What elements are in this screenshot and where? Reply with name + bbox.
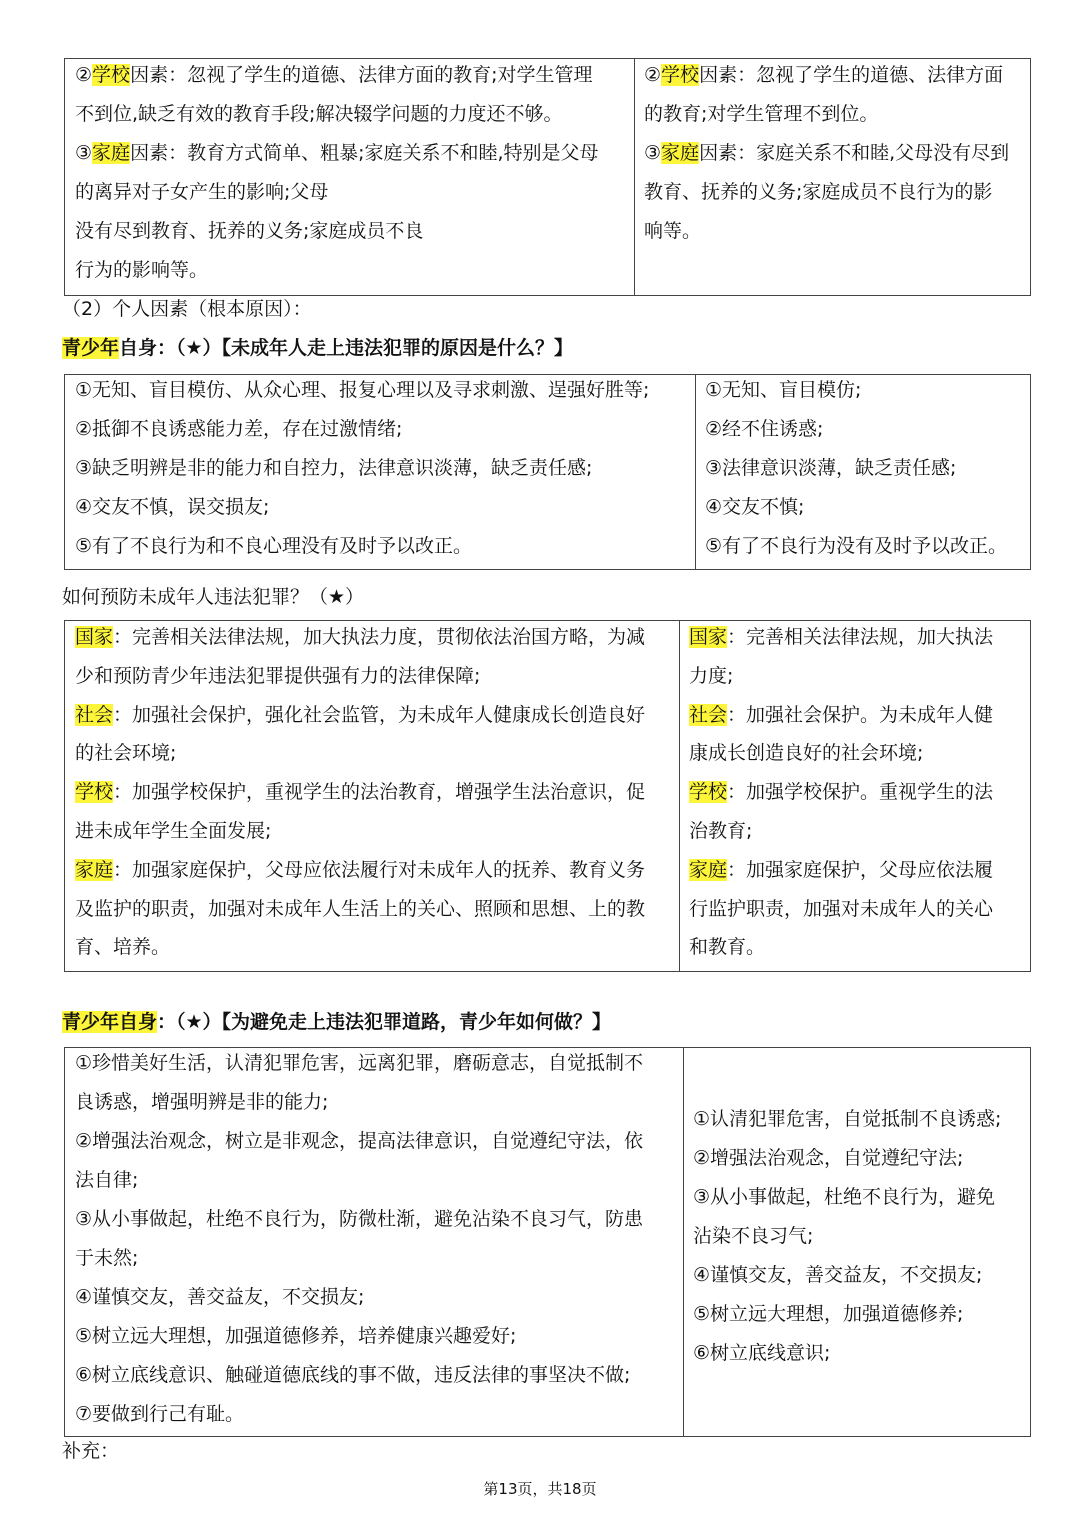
line-text: 因素：忽视了学生的道德、法律方面 bbox=[699, 64, 1004, 86]
table-line: 康成长创造良好的社会环境; bbox=[689, 742, 924, 765]
line-text: 因素：家庭关系不和睦,父母没有尽到 bbox=[699, 142, 1010, 164]
table-line: ⑤有了不良行为没有及时予以改正。 bbox=[705, 535, 1008, 557]
table-line: ②增强法治观念，自觉遵纪守法; bbox=[693, 1147, 964, 1169]
highlight-keyword: 学校 bbox=[92, 64, 131, 86]
brief-column bbox=[644, 59, 1029, 295]
table-line: ④谨慎交友，善交益友，不交损友; bbox=[75, 1286, 365, 1308]
highlight-keyword: 学校 bbox=[689, 781, 728, 804]
table-line: ⑥树立底线意识; bbox=[693, 1342, 831, 1364]
highlight-keyword: 家庭 bbox=[92, 142, 131, 164]
table-line: ⑤树立远大理想，加强道德修养，培养健康兴趣爱好; bbox=[75, 1325, 517, 1347]
detailed-column bbox=[75, 1048, 679, 1436]
table-line: 行监护职责，加强对未成年人的关心 bbox=[689, 897, 994, 920]
highlight-keyword: 学校 bbox=[75, 781, 114, 804]
line-text: 因素：忽视了学生的道德、法律方面的教育;对学生管理 bbox=[130, 64, 593, 86]
table-line bbox=[644, 141, 1009, 165]
table-line bbox=[75, 141, 599, 165]
line-text: ：加强社会保护，强化社会监管，为未成年人健康成长创造良好 bbox=[113, 703, 646, 726]
table-line: 良诱惑，增强明辨是非的能力; bbox=[75, 1091, 329, 1113]
table-line bbox=[75, 63, 592, 87]
table-line: 法自律; bbox=[75, 1169, 139, 1191]
table-line: 进未成年学生全面发展; bbox=[75, 820, 272, 842]
table-line: ②抵御不良诱惑能力差，存在过激情绪; bbox=[75, 418, 403, 440]
highlight-keyword: 家庭 bbox=[689, 858, 728, 881]
table-line bbox=[644, 63, 1003, 87]
table-line: ③法律意识淡薄，缺乏责任感; bbox=[705, 457, 957, 479]
table-line: 育、培养。 bbox=[75, 936, 171, 959]
highlight-keyword: 国家 bbox=[75, 626, 114, 648]
table-line: 治教育; bbox=[689, 820, 753, 842]
table-line: ①珍惜美好生活，认清犯罪危害，远离犯罪，磨砺意志，自觉抵制不 bbox=[75, 1052, 644, 1074]
detailed-column bbox=[75, 375, 690, 569]
brief-column bbox=[693, 1048, 1027, 1436]
detailed-column bbox=[75, 59, 630, 295]
table-line: 及监护的职责，加强对未成年人生活上的关心、照顾和思想、上的教 bbox=[75, 897, 646, 920]
line-text: ：加强家庭保护，父母应依法履行对未成年人的抚养、教育义务 bbox=[113, 858, 646, 881]
table-line: 和教育。 bbox=[689, 936, 766, 959]
brief-column bbox=[689, 621, 1027, 971]
table-line: ⑥树立底线意识、触碰道德底线的事不做，违反法律的事坚决不做; bbox=[75, 1364, 631, 1386]
table-line: ③从小事做起，杜绝不良行为，防微杜渐，避免沾染不良习气，防患 bbox=[75, 1208, 644, 1230]
line-text: ：加强学校保护。重视学生的法 bbox=[727, 781, 994, 804]
line-text: 因素：教育方式简单、粗暴;家庭关系不和睦,特别是父母 bbox=[130, 142, 599, 164]
brief-column bbox=[705, 375, 1027, 569]
table-line bbox=[75, 625, 645, 649]
item-number: ③ bbox=[644, 142, 662, 164]
line-text: ：加强家庭保护，父母应依法履 bbox=[727, 858, 994, 881]
heading-what-to-do bbox=[62, 1010, 611, 1034]
heading-causes-text: 自身：（★）【未成年人走上违法犯罪的原因是什么？】 bbox=[119, 337, 574, 359]
table-line: 的教育;对学生管理不到位。 bbox=[644, 103, 879, 125]
table-youth-actions bbox=[64, 1047, 1031, 1437]
table-line bbox=[689, 625, 993, 649]
table-line: ②增强法治观念，树立是非观念，提高法律意识，自觉遵纪守法，依 bbox=[75, 1130, 644, 1152]
table-line: 力度; bbox=[689, 664, 734, 687]
table-line bbox=[689, 858, 993, 882]
table-school-family-factors bbox=[64, 58, 1031, 296]
table-line: 于未然; bbox=[75, 1247, 139, 1269]
highlight-youth: 青少年 bbox=[62, 337, 120, 359]
table-line: 不到位,缺乏有效的教育手段;解决辍学问题的力度还不够。 bbox=[75, 103, 563, 125]
highlight-keyword: 社会 bbox=[75, 703, 114, 726]
line-text: ：完善相关法律法规，加大执法 bbox=[727, 626, 994, 648]
detailed-column bbox=[75, 621, 675, 971]
supplement-label: 补充： bbox=[62, 1440, 120, 1462]
section-personal-factors-title: （2）个人因素（根本原因）： bbox=[62, 298, 312, 320]
column-divider bbox=[679, 621, 680, 971]
table-line: 的离异对子女产生的影响;父母 bbox=[75, 181, 329, 203]
table-line: ③从小事做起，杜绝不良行为，避免 bbox=[693, 1186, 996, 1208]
highlight-youth-self: 青少年自身 bbox=[62, 1011, 158, 1033]
line-text: ：加强社会保护。为未成年人健 bbox=[727, 703, 994, 726]
table-line: ④交友不慎; bbox=[705, 496, 805, 518]
table-line: 响等。 bbox=[644, 220, 702, 242]
table-line: 沾染不良习气; bbox=[693, 1225, 814, 1247]
table-line bbox=[75, 780, 645, 804]
table-line: 的社会环境; bbox=[75, 742, 177, 765]
highlight-keyword: 学校 bbox=[661, 64, 700, 86]
question-prevention: 如何预防未成年人违法犯罪？（★） bbox=[62, 586, 365, 608]
line-text: ：加强学校保护，重视学生的法治教育，增强学生法治意识，促 bbox=[113, 781, 646, 804]
table-prevention bbox=[64, 620, 1031, 972]
heading-causes bbox=[62, 336, 573, 360]
table-line: ②经不住诱惑; bbox=[705, 418, 824, 440]
table-line bbox=[689, 703, 993, 727]
table-line: ⑦要做到行己有耻。 bbox=[75, 1403, 245, 1425]
table-line: ③缺乏明辨是非的能力和自控力，法律意识淡薄，缺乏责任感; bbox=[75, 457, 593, 479]
page-number: 第13页，共18页 bbox=[483, 1480, 597, 1498]
item-number: ② bbox=[644, 64, 662, 86]
table-line: ①无知、盲目模仿; bbox=[705, 379, 862, 401]
table-line bbox=[75, 703, 645, 727]
highlight-keyword: 家庭 bbox=[75, 858, 114, 881]
table-line: 教育、抚养的义务;家庭成员不良行为的影 bbox=[644, 181, 993, 203]
table-personal-causes bbox=[64, 374, 1031, 570]
heading-what-to-do-text: ：（★）【为避免走上违法犯罪道路，青少年如何做？】 bbox=[157, 1011, 612, 1033]
highlight-keyword: 国家 bbox=[689, 626, 728, 648]
table-line: ⑤树立远大理想，加强道德修养; bbox=[693, 1303, 964, 1325]
column-divider bbox=[695, 375, 696, 569]
table-line: 行为的影响等。 bbox=[75, 259, 209, 281]
line-text: ：完善相关法律法规，加大执法力度，贯彻依法治国方略，为减 bbox=[113, 626, 646, 648]
highlight-keyword: 家庭 bbox=[661, 142, 700, 164]
table-line: 少和预防青少年违法犯罪提供强有力的法律保障; bbox=[75, 664, 481, 687]
table-line: ⑤有了不良行为和不良心理没有及时予以改正。 bbox=[75, 535, 473, 557]
item-number: ③ bbox=[75, 142, 93, 164]
table-line: 没有尽到教育、抚养的义务;家庭成员不良 bbox=[75, 220, 424, 242]
table-line: ①无知、盲目模仿、从众心理、报复心理以及寻求刺激、逞强好胜等; bbox=[75, 379, 650, 401]
item-number: ② bbox=[75, 64, 93, 86]
column-divider bbox=[634, 59, 635, 295]
table-line: ④交友不慎，误交损友; bbox=[75, 496, 270, 518]
table-line bbox=[75, 858, 645, 882]
highlight-keyword: 社会 bbox=[689, 703, 728, 726]
column-divider bbox=[683, 1048, 684, 1436]
table-line: ①认清犯罪危害，自觉抵制不良诱惑; bbox=[693, 1108, 1002, 1130]
table-line: ④谨慎交友，善交益友，不交损友; bbox=[693, 1264, 983, 1286]
table-line bbox=[689, 780, 993, 804]
